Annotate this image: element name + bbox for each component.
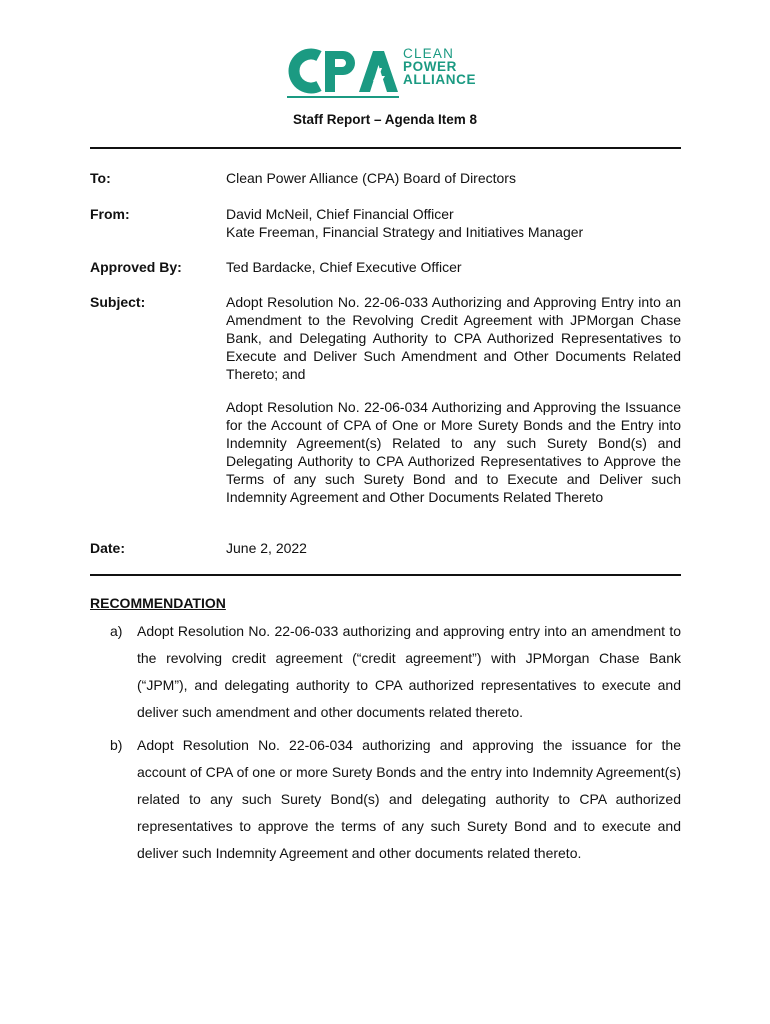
header-bottom-divider [90, 574, 681, 576]
approved-by-label: Approved By: [90, 259, 182, 275]
from-value [226, 205, 681, 241]
logo-wordmark [403, 47, 476, 86]
subject-paragraph-1: Adopt Resolution No. 22-06-033 Authorizing and Approving Entry into an Amendment to the Revolving Credit Agreement with JPMorgan Chase Bank, and Delegating Authority to CPA Authorized Representatives to Execute and Deliver Such Amendment and Other Documents Related Thereto; and [226, 294, 681, 382]
header-top-divider [90, 147, 681, 149]
subject-label: Subject: [90, 294, 146, 310]
from-line-2: Kate Freeman, Financial Strategy and Initiatives Manager [226, 224, 584, 240]
logo-line-alliance: ALLIANCE [403, 72, 477, 87]
date-label: Date: [90, 540, 126, 556]
report-title: Staff Report – Agenda Item 8 [292, 112, 478, 127]
logo-line-power: POWER [403, 59, 458, 74]
recommendation-item-b [110, 732, 681, 867]
logo-line-clean: CLEAN [403, 46, 455, 61]
recommendation-item-text: Adopt Resolution No. 22-06-034 authorizing and approving the issuance for the account of CPA of one or more Surety Bonds and the entry into Indemnity Agreement(s) related to any such Surety Bond(s) and delegating authority to CPA authorized representatives to approve the terms of any such Surety Bond and to execute and deliver such Indemnity Agreement and other documents related thereto. [137, 737, 681, 861]
from-label: From: [90, 206, 130, 222]
from-line-1: David McNeil, Chief Financial Officer [226, 206, 454, 222]
clean-power-alliance-logo [285, 44, 490, 100]
to-value: Clean Power Alliance (CPA) Board of Directors [226, 170, 516, 186]
recommendation-item-marker: a) [110, 623, 123, 639]
recommendation-heading: RECOMMENDATION [90, 595, 226, 611]
recommendation-item-marker: b) [110, 737, 123, 753]
recommendation-item-text: Adopt Resolution No. 22-06-033 authorizing and approving entry into an amendment to the revolving credit agreement (“credit agreement”) with JPMorgan Chase Bank (“JPM”), and delegating authority to CPA authorized representatives to execute and deliver such amendment and other documents related thereto. [137, 623, 681, 720]
date-value: June 2, 2022 [226, 540, 307, 556]
cpa-logo-mark [285, 44, 401, 100]
recommendation-item-a [110, 618, 681, 726]
approved-by-value: Ted Bardacke, Chief Executive Officer [226, 259, 462, 275]
subject-paragraph-2: Adopt Resolution No. 22-06-034 Authorizing and Approving the Issuance for the Account of CPA of One or More Surety Bonds and the Entry into Indemnity Agreement(s) Related to any such Surety Bond(s) and Delegating Authority to CPA Authorized Representatives to Approve the Terms of any such Surety Bond and to Execute and Deliver such Indemnity Agreement and Other Documents Related Thereto [226, 399, 681, 505]
to-label: To: [90, 170, 111, 186]
